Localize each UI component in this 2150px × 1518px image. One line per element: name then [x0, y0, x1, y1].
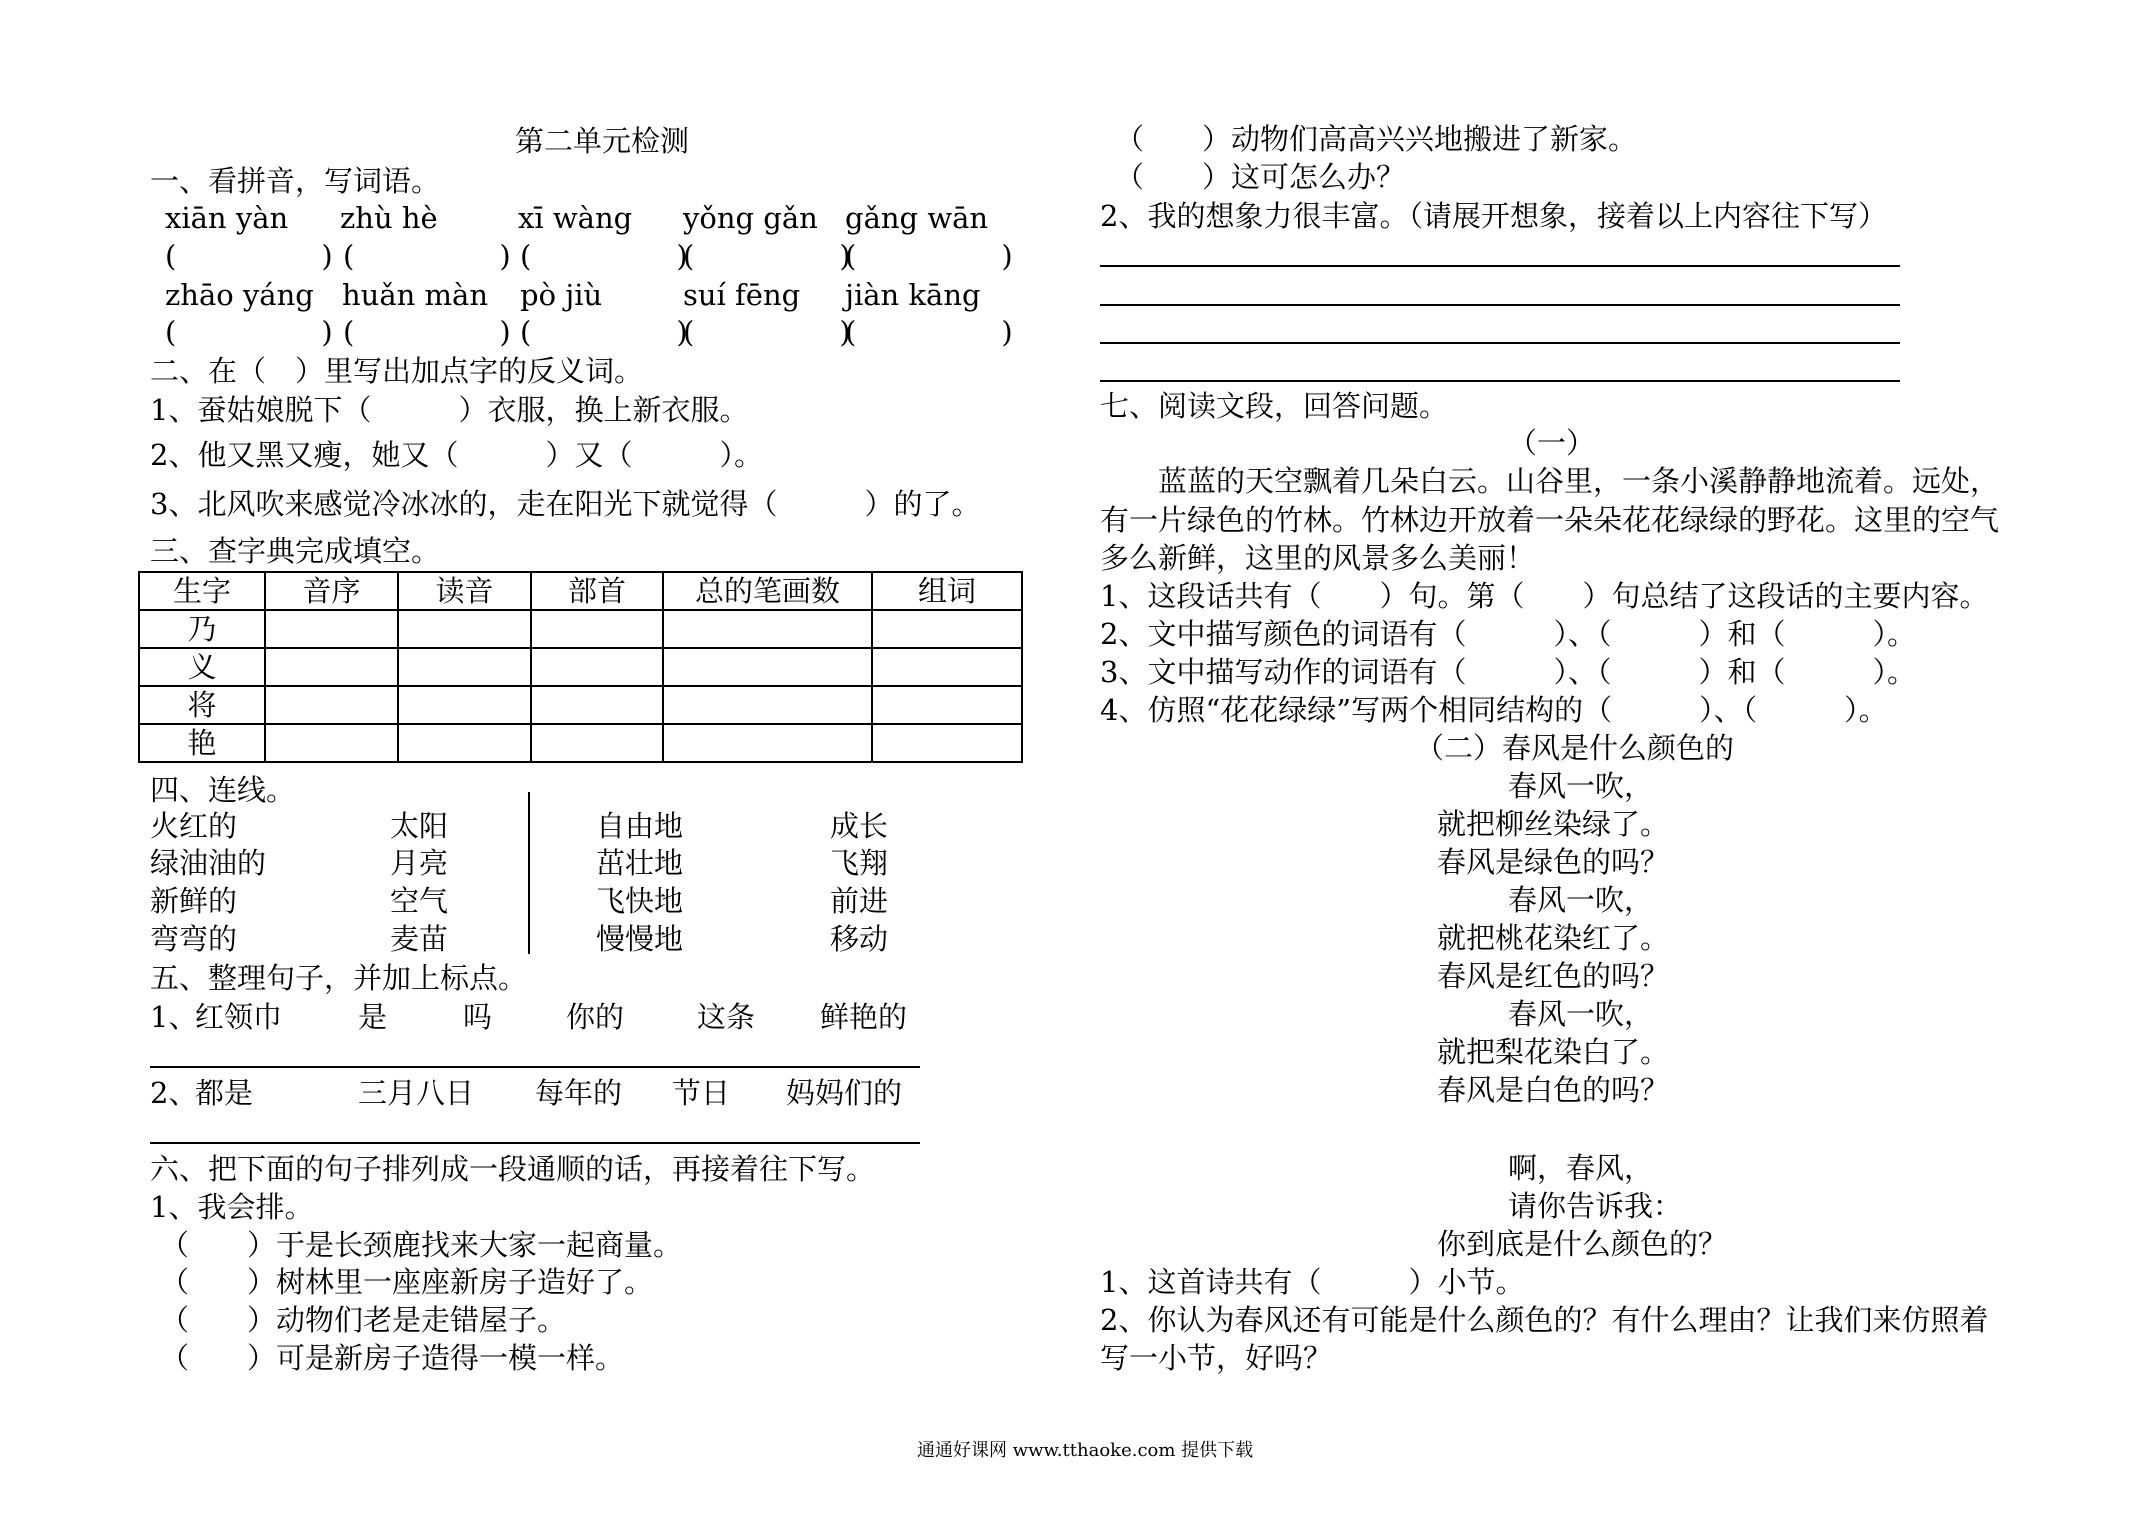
word-card: 是	[358, 1000, 388, 1034]
poem-line: 春风是白色的吗？	[1437, 1073, 1670, 1107]
pinyin-2: zhù hè	[340, 201, 438, 235]
table-header: 部首	[531, 572, 663, 610]
match-item[interactable]: 慢慢地	[596, 922, 684, 956]
poem-line: 春风是绿色的吗？	[1437, 845, 1670, 879]
passage-line: 蓝蓝的天空飘着几朵白云。山谷里，一条小溪静静地流着。远处，	[1158, 464, 2000, 498]
answer-cell[interactable]	[398, 648, 531, 686]
ordering-item: （ ）树林里一座座新房子造好了。	[160, 1265, 654, 1299]
answer-cell[interactable]	[872, 686, 1022, 724]
poem-question-2: 2、你认为春风还有可能是什么颜色的？有什么理由？让我们来仿照着	[1100, 1303, 1989, 1337]
pinyin-1: xiān yàn	[165, 201, 289, 235]
section-2-heading: 二、在（ ）里写出加点字的反义词。	[150, 354, 644, 388]
answer-blank[interactable]: ( )	[165, 239, 333, 273]
table-header: 生字	[139, 572, 265, 610]
answer-blank[interactable]: ( )	[165, 315, 333, 349]
answer-cell[interactable]	[663, 648, 872, 686]
answer-cell[interactable]	[265, 648, 398, 686]
answer-blank[interactable]: ( )	[343, 315, 511, 349]
passage-line: 有一片绿色的竹林。竹林边开放着一朵朵花花绿绿的野花。这里的空气	[1100, 503, 2000, 537]
match-item[interactable]: 成长	[830, 809, 889, 843]
antonym-question-1: 1、蚕姑娘脱下（ ）衣服，换上新衣服。	[150, 393, 749, 427]
match-item[interactable]: 太阳	[390, 809, 449, 843]
footer-watermark: 通通好课网 www.tthaoke.com 提供下载	[917, 1440, 1254, 1461]
poem-line: 春风是红色的吗？	[1437, 959, 1670, 993]
part-1-title: （一）	[1508, 426, 1596, 460]
answer-cell[interactable]	[398, 724, 531, 762]
answer-cell[interactable]	[872, 610, 1022, 648]
table-header: 读音	[398, 572, 531, 610]
word-card: 你的	[566, 1000, 625, 1034]
answer-cell[interactable]	[531, 724, 663, 762]
char-cell: 乃	[139, 610, 265, 648]
match-item[interactable]: 绿油油的	[150, 846, 267, 880]
match-item[interactable]: 麦苗	[390, 922, 449, 956]
answer-cell[interactable]	[531, 686, 663, 724]
answer-cell[interactable]	[872, 724, 1022, 762]
reading-question: 3、文中描写动作的词语有（ ）、（ ）和（ ）。	[1100, 655, 1916, 689]
poem-line: 春风一吹，	[1508, 997, 1654, 1031]
table-row	[139, 724, 1022, 762]
writing-line[interactable]	[1100, 304, 1900, 306]
ordering-item: （ ）这可怎么办？	[1115, 160, 1406, 194]
pinyin-6: zhāo yáng	[165, 278, 314, 312]
word-card: 每年的	[535, 1076, 623, 1110]
match-item[interactable]: 飞快地	[596, 884, 684, 918]
pinyin-3: xī wàng	[518, 201, 633, 235]
answer-cell[interactable]	[872, 648, 1022, 686]
answer-cell[interactable]	[265, 610, 398, 648]
word-card: 节日	[672, 1076, 731, 1110]
answer-cell[interactable]	[531, 610, 663, 648]
answer-cell[interactable]	[398, 686, 531, 724]
writing-line[interactable]	[1100, 342, 1900, 344]
answer-cell[interactable]	[663, 724, 872, 762]
answer-blank[interactable]: ( )	[520, 239, 688, 273]
answer-blank[interactable]: ( )	[520, 315, 688, 349]
match-item[interactable]: 弯弯的	[150, 922, 238, 956]
match-item[interactable]: 前进	[830, 884, 889, 918]
sub-question-2: 2、我的想象力很丰富。（请展开想象，接着以上内容往下写）	[1100, 199, 1887, 233]
table-header-row	[139, 572, 1022, 610]
pinyin-10: jiàn kāng	[845, 278, 981, 312]
poem-line: 春风一吹，	[1508, 769, 1654, 803]
page-title: 第二单元检测	[515, 124, 690, 158]
part-2-title: （二）春风是什么颜色的	[1415, 731, 1735, 765]
answer-blank[interactable]: ( )	[343, 239, 511, 273]
answer-cell[interactable]	[663, 610, 872, 648]
match-item[interactable]: 空气	[390, 884, 449, 918]
table-row	[139, 648, 1022, 686]
answer-blank[interactable]: ( )	[845, 239, 1013, 273]
char-cell: 义	[139, 648, 265, 686]
poem-question-2-cont: 写一小节，好吗？	[1100, 1341, 1333, 1375]
section-3-heading: 三、查字典完成填空。	[150, 534, 441, 568]
answer-blank[interactable]: ( )	[683, 239, 851, 273]
match-item[interactable]: 月亮	[390, 846, 449, 880]
match-item[interactable]: 新鲜的	[150, 884, 238, 918]
ordering-item: （ ）动物们老是走错屋子。	[160, 1303, 567, 1337]
passage-line: 多么新鲜，这里的风景多么美丽！	[1100, 541, 1536, 575]
table-row	[139, 686, 1022, 724]
pinyin-5: gǎng wān	[845, 201, 989, 235]
answer-cell[interactable]	[265, 724, 398, 762]
poem-line: 春风一吹，	[1508, 883, 1654, 917]
poem-line: 啊，春风，	[1508, 1151, 1654, 1185]
answer-cell[interactable]	[663, 686, 872, 724]
writing-line[interactable]	[1100, 265, 1900, 267]
answer-cell[interactable]	[265, 686, 398, 724]
word-card: 三月八日	[358, 1076, 475, 1110]
writing-line[interactable]	[1100, 380, 1900, 382]
answer-cell[interactable]	[531, 648, 663, 686]
answer-blank[interactable]: ( )	[845, 315, 1013, 349]
table-row	[139, 610, 1022, 648]
reading-question: 1、这段话共有（ ）句。第（ ）句总结了这段话的主要内容。	[1100, 579, 1989, 613]
match-item[interactable]: 火红的	[150, 809, 238, 843]
pinyin-8: pò jiù	[520, 278, 603, 312]
ordering-item: （ ）于是长颈鹿找来大家一起商量。	[160, 1228, 683, 1262]
reading-question: 2、文中描写颜色的词语有（ ）、（ ）和（ ）。	[1100, 617, 1916, 651]
word-card: 鲜艳的	[820, 1000, 908, 1034]
word-card: 红领巾	[195, 1000, 283, 1034]
poem-line: 就把梨花染白了。	[1437, 1035, 1670, 1069]
section-6-heading: 六、把下面的句子排列成一段通顺的话，再接着往下写。	[150, 1152, 876, 1186]
answer-line[interactable]	[150, 1066, 920, 1068]
poem-line: 就把桃花染红了。	[1437, 921, 1670, 955]
sentence-number: 2、	[150, 1076, 198, 1110]
word-card: 都是	[195, 1076, 254, 1110]
section-5-heading: 五、整理句子，并加上标点。	[150, 961, 528, 995]
antonym-question-2: 2、他又黑又瘦，她又（ ）又（ ）。	[150, 438, 763, 472]
poem-line: 请你告诉我：	[1508, 1189, 1683, 1223]
dictionary-table	[138, 571, 1023, 763]
section-1-heading: 一、看拼音，写词语。	[150, 164, 441, 198]
answer-line[interactable]	[150, 1142, 920, 1144]
word-card: 妈妈们的	[786, 1076, 903, 1110]
antonym-question-3: 3、北风吹来感觉冷冰冰的，走在阳光下就觉得（ ）的了。	[150, 487, 981, 521]
pinyin-4: yǒng gǎn	[683, 201, 818, 235]
table-header: 组词	[872, 572, 1022, 610]
ordering-item: （ ）可是新房子造得一模一样。	[160, 1341, 625, 1375]
answer-cell[interactable]	[398, 610, 531, 648]
poem-line: 你到底是什么颜色的？	[1437, 1227, 1728, 1261]
match-item[interactable]: 茁壮地	[596, 846, 684, 880]
match-item[interactable]: 飞翔	[830, 846, 889, 880]
reading-question: 4、仿照“花花绿绿”写两个相同结构的（ ）、（ ）。	[1100, 693, 1888, 727]
table-header: 总的笔画数	[663, 572, 872, 610]
pinyin-9: suí fēng	[683, 278, 801, 312]
section-7-heading: 七、阅读文段，回答问题。	[1100, 389, 1449, 423]
word-card: 吗	[463, 1000, 493, 1034]
divider	[528, 792, 530, 954]
table-header: 音序	[265, 572, 398, 610]
ordering-item: （ ）动物们高高兴兴地搬进了新家。	[1115, 122, 1638, 156]
char-cell: 艳	[139, 724, 265, 762]
sentence-number: 1、	[150, 1000, 198, 1034]
section-4-heading: 四、连线。	[150, 773, 296, 807]
poem-line: 就把柳丝染绿了。	[1437, 807, 1670, 841]
pinyin-7: huǎn màn	[342, 278, 489, 312]
char-cell: 将	[139, 686, 265, 724]
sub-question-1: 1、我会排。	[150, 1190, 314, 1224]
answer-blank[interactable]: ( )	[683, 315, 851, 349]
word-card: 这条	[697, 1000, 756, 1034]
match-item[interactable]: 移动	[830, 922, 889, 956]
poem-question-1: 1、这首诗共有（ ）小节。	[1100, 1265, 1525, 1299]
match-item[interactable]: 自由地	[596, 809, 684, 843]
